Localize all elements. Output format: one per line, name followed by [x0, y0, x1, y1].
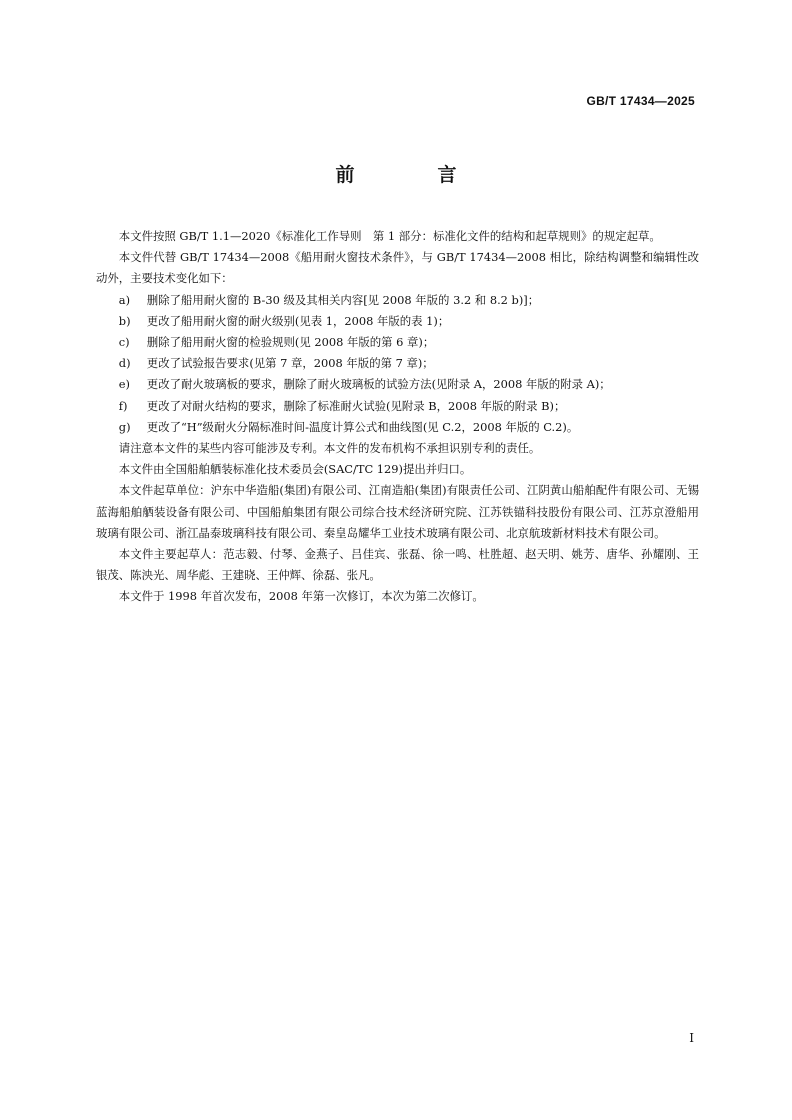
paragraph-drafters: 本文件主要起草人：范志毅、付琴、金燕子、吕佳宾、张磊、徐一鸣、杜胜超、赵天明、姚芳、唐华、孙耀刚、王银茂、陈泱光、周华彪、王建晓、王仲辉、徐磊、张凡。 — [96, 547, 699, 583]
list-item — [96, 417, 699, 438]
paragraph-proposer: 本文件由全国船舶舾装标准化技术委员会(SAC/TC 129)提出并归口。 — [118, 462, 472, 477]
list-item — [96, 332, 699, 353]
list-item-label: d) — [118, 356, 131, 371]
paragraph-history: 本文件于 1998 年首次发布，2008 年第一次修订，本次为第二次修订。 — [118, 589, 484, 604]
page-title: 前 言 — [335, 164, 489, 186]
list-item — [96, 290, 699, 311]
paragraph-patent-notice: 请注意本文件的某些内容可能涉及专利。本文件的发布机构不承担识别专利的责任。 — [118, 441, 541, 456]
list-item-label: c) — [118, 335, 130, 350]
list-item-text: 更改了耐火玻璃板的要求，删除了耐火玻璃板的试验方法(见附录 A，2008 年版的附录 A)； — [146, 377, 611, 392]
paragraph-drafting-rules: 本文件按照 GB/T 1.1—2020《标准化工作导则 第 1 部分：标准化文件的结构和起草规则》的规定起草。 — [118, 229, 661, 243]
list-item — [96, 311, 699, 332]
list-item-text: 删除了船用耐火窗的 B-30 级及其相关内容[见 2008 年版的 3.2 和 8.2 b)]； — [146, 292, 540, 307]
paragraph-drafting-units: 本文件起草单位：沪东中华造船(集团)有限公司、江南造船(集团)有限责任公司、江阴黄山船舶配件有限公司、无锡蓝海船舶舾装设备有限公司、中国船舶集团有限公司综合技术经济研究院、江苏铁锚科技股份有限公司、江苏京澄船用玻璃有限公司、浙江晶泰玻璃科技有限公司、秦皇岛耀华工业技术玻璃有限公司、北京航玻新材料技术有限公司。 — [96, 483, 699, 540]
page-number: I — [689, 1031, 694, 1045]
list-item-text: 删除了船用耐火窗的检验规则(见 2008 年版的第 6 章)； — [146, 335, 435, 350]
list-item-text: 更改了试验报告要求(见第 7 章，2008 年版的第 7 章)； — [146, 356, 434, 371]
list-item — [96, 396, 699, 417]
list-item-label: b) — [118, 313, 131, 328]
list-item — [96, 374, 699, 395]
list-item — [96, 353, 699, 374]
list-item-label: f) — [118, 398, 128, 413]
foreword-body — [96, 226, 699, 608]
list-item-text: 更改了船用耐火窗的耐火级别(见表 1，2008 年版的表 1)； — [146, 313, 450, 328]
paragraph-replacement: 本文件代替 GB/T 17434—2008《船用耐火窗技术条件》，与 GB/T 17434—2008 相比，除结构调整和编辑性改动外，主要技术变化如下： — [96, 250, 699, 286]
list-item-label: a) — [118, 292, 131, 307]
standard-code: GB/T 17434—2025 — [586, 94, 695, 108]
list-item-text: 更改了“H”级耐火分隔标准时间-温度计算公式和曲线图(见 C.2，2008 年版的 C.2)。 — [146, 419, 579, 434]
changes-list — [96, 290, 699, 438]
list-item-label: e) — [118, 377, 130, 392]
list-item-label: g) — [118, 419, 131, 434]
list-item-text: 更改了对耐火结构的要求，删除了标准耐火试验(见附录 B，2008 年版的附录 B)； — [146, 398, 566, 413]
